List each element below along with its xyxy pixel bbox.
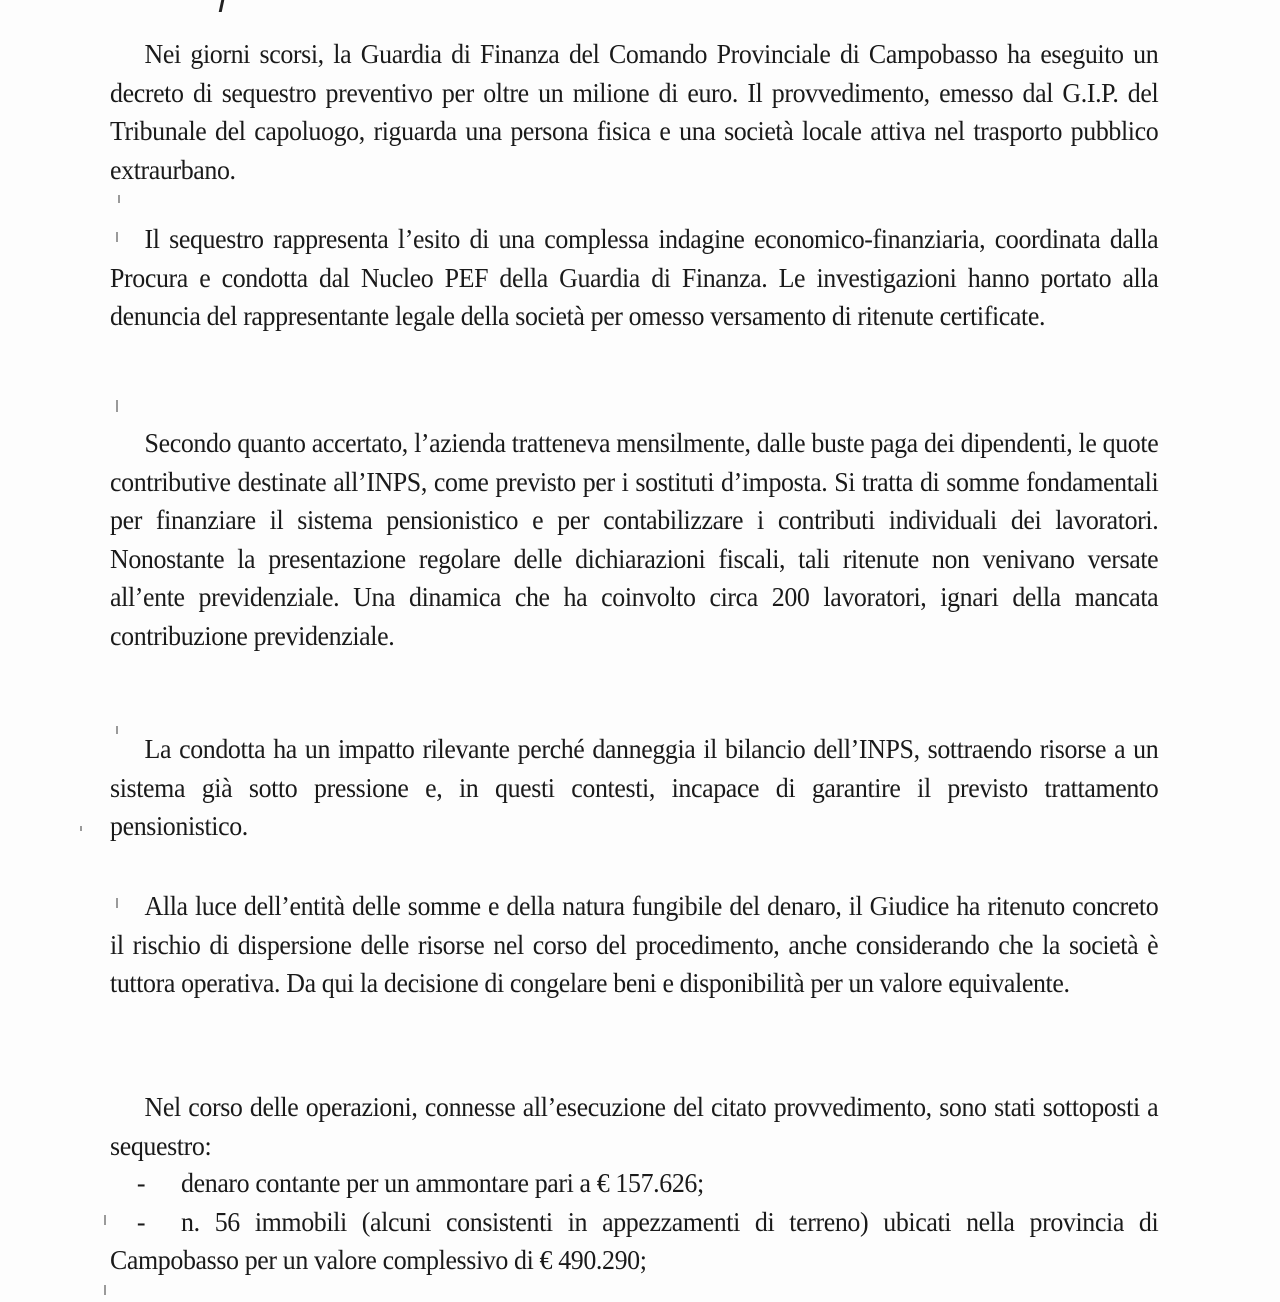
margin-mark [118,195,120,203]
margin-mark [80,826,82,831]
paragraph-text: Alla luce dell’entità delle somme e della natura fungibile del denaro, il Giudice ha ritenuto concreto il rischio di dispersione delle risorse nel corso del procedimento, anche considerando che la società è tuttora operativa. Da qui la decisione di congelare beni e disponibilità per un valore equivalente. [110,891,1159,998]
paragraph-findings [110,424,1158,655]
paragraph-judge-decision [110,887,1158,1003]
list-item [110,1164,1158,1203]
margin-mark [116,400,118,412]
list-item-text: n. 56 immobili (alcuni consistenti in appezzamenti di terreno) ubicati nella provincia di Campobasso per un valore complessivo di € 490.290; [110,1206,1159,1275]
margin-mark [104,1215,106,1225]
list-bullet: - [136,1206,146,1237]
list-bullet: - [136,1168,146,1198]
paragraph-intro [110,35,1158,189]
margin-mark [104,1285,106,1295]
paragraph-text: La condotta ha un impatto rilevante perché danneggia il bilancio dell’INPS, sottraendo risorse a un sistema già sotto pressione e, in questi contesti, incapace di garantire il previsto trattamento pensionistico. [110,734,1159,841]
paragraph-text: Nei giorni scorsi, la Guardia di Finanza del Comando Provinciale di Campobasso ha eseguito un decreto di sequestro preventivo per oltre un milione di euro. Il provvedimento, emesso dal G.I.P. del Tribunale del capoluogo, riguarda una persona fisica e una società locale attiva nel trasporto pubblico extraurbano. [110,39,1159,185]
paragraph-impact [110,730,1158,846]
paragraph-text: Il sequestro rappresenta l’esito di una complessa indagine economico-finanziaria, coordinata dalla Procura e condotta dal Nucleo PEF della Guardia di Finanza. Le investigazioni hanno portato alla denuncia del rappresentante legale della società per omesso versamento di ritenute certificate. [110,224,1159,331]
paragraph-text: Secondo quanto accertato, l’azienda tratteneva mensilmente, dalle buste paga dei dipendenti, le quote contributive destinate all’INPS, come previsto per i sostituti d’imposta. Si tratta di somme fondamentali per finanziare il sistema pensionistico e per contabilizzare i contributi individuali dei lavoratori. Nonostante la presentazione regolare delle dichiarazioni fiscali, tali ritenute non venivano versate all’ente previdenziale. Una dinamica che ha coinvolto circa 200 lavoratori, ignari della mancata contribuzione previdenziale. [110,428,1159,651]
scan-mark [219,0,225,12]
list-item-text: denaro contante per un ammontare pari a € 157.626; [181,1168,704,1198]
paragraph-investigation [110,220,1158,336]
list-item [110,1203,1158,1280]
paragraph-text: Nel corso delle operazioni, connesse all’esecuzione del citato provvedimento, sono stati sottoposti a sequestro: [110,1092,1159,1161]
paragraph-seizure-intro [110,1088,1158,1165]
seized-assets-list [110,1164,1158,1280]
